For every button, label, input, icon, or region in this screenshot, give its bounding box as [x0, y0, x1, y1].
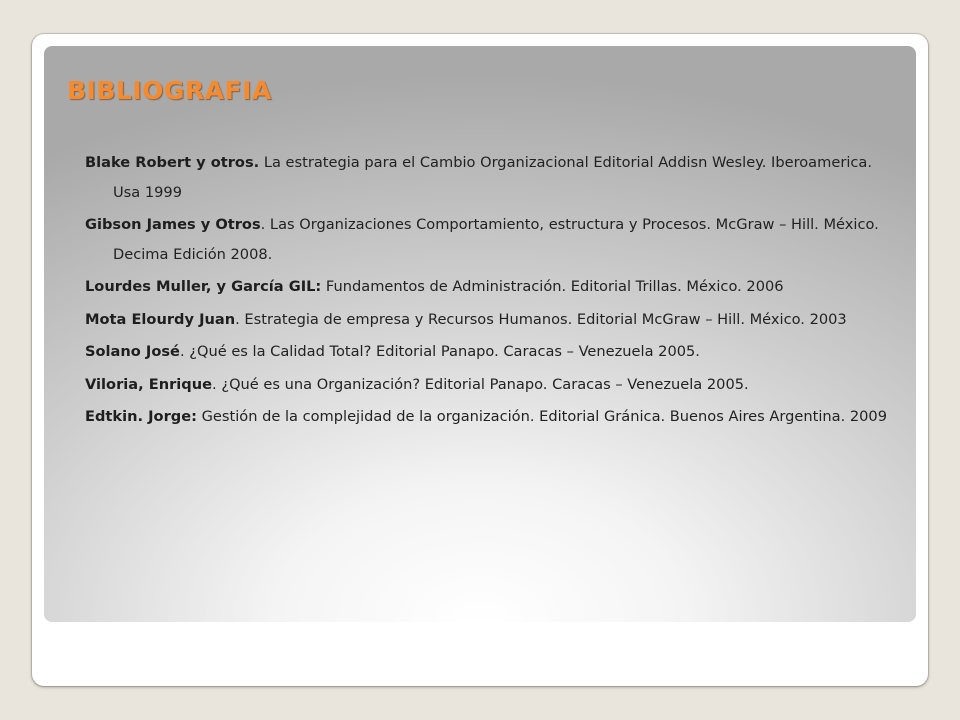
entry-text: . ¿Qué es una Organización? Editorial Panapo. Caracas – Venezuela 2005. [212, 375, 749, 393]
bibliography-entry [85, 305, 903, 335]
entry-author: Edtkin. Jorge: [85, 408, 197, 425]
entry-text: La estrategia para el Cambio Organizacional Editorial Addisn Wesley. Iberoamerica. Usa 1999 [113, 154, 872, 201]
bibliography-entry [85, 272, 903, 302]
bibliography-entry [85, 370, 903, 400]
entry-author: Lourdes Muller, y García GIL: [85, 278, 322, 295]
entry-author: Solano José [85, 343, 180, 360]
content-panel [44, 46, 916, 622]
entry-text: . Las Organizaciones Comportamiento, estructura y Procesos. McGraw – Hill. México. Decima Edición 2008. [113, 216, 879, 263]
slide-card [32, 34, 928, 686]
slide-title: BIBLIOGRAFIA [67, 76, 272, 105]
entry-author: Gibson James y Otros [85, 216, 261, 233]
entry-text: Fundamentos de Administración. Editorial Trillas. México. 2006 [321, 278, 784, 295]
entry-text: Gestión de la complejidad de la organización. Editorial Gránica. Buenos Aires Argentina. 2009 [196, 408, 887, 425]
entry-text: . Estrategia de empresa y Recursos Humanos. Editorial McGraw – Hill. México. 2003 [235, 310, 847, 328]
bibliography-entry [85, 337, 903, 367]
entry-author: Viloria, Enrique [85, 375, 213, 393]
bibliography-entry [85, 402, 903, 432]
entry-text: . ¿Qué es la Calidad Total? Editorial Panapo. Caracas – Venezuela 2005. [179, 343, 700, 360]
entry-author: Mota Elourdy Juan [85, 310, 236, 328]
bibliography-entry [85, 148, 903, 207]
bibliography-entry [85, 210, 903, 269]
entry-author: Blake Robert y otros. [85, 154, 260, 171]
bibliography-list [85, 148, 903, 435]
